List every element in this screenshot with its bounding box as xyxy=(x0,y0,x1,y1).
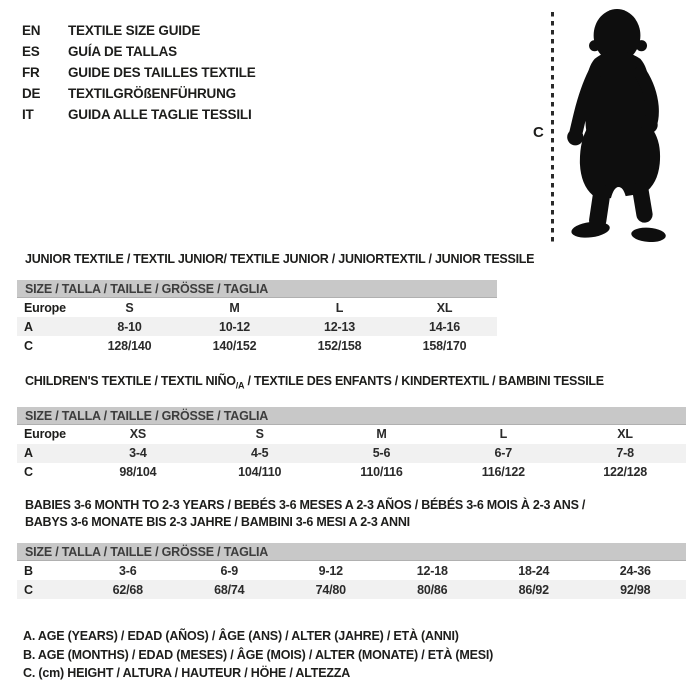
babies-title-line1: BABIES 3-6 MONTH TO 2-3 YEARS / BEBÉS 3-6 MESES A 2-3 AÑOS / BÉBÉS 3-6 MOIS À 2-3 ANS / xyxy=(25,498,586,512)
legend-footnotes xyxy=(23,627,493,683)
children-table-title xyxy=(25,374,686,394)
age-cell: 9-12 xyxy=(318,563,343,578)
height-cell: 110/116 xyxy=(360,465,403,479)
size-header-bar: SIZE / TALLA / TAILLE / GRÖSSE / TAGLIA xyxy=(17,543,686,561)
row-label: A xyxy=(24,319,33,334)
size-cell: XS xyxy=(129,427,147,441)
guide-title-fr: GUIDE DES TAILLES TEXTILE xyxy=(68,65,256,80)
age-cell: 6-9 xyxy=(220,563,238,578)
size-cell: L xyxy=(499,427,507,441)
age-cell: 12-13 xyxy=(324,319,355,334)
age-cell: 14-16 xyxy=(429,319,460,334)
height-cell: 86/92 xyxy=(518,582,549,597)
language-code: DE xyxy=(22,86,41,101)
size-cell: M xyxy=(229,300,240,315)
language-row xyxy=(22,62,256,83)
babies-title-line2: BABYS 3-6 MONATE BIS 2-3 JAHRE / BAMBINI 3-6 MESI A 2-3 ANNI xyxy=(25,515,410,529)
age-cell: 12-18 xyxy=(416,563,448,578)
footnote-age-years: A. AGE (YEARS) / EDAD (AÑOS) / ÂGE (ANS) / ALTER (JAHRE) / ETÀ (ANNI) xyxy=(23,629,459,643)
language-code: EN xyxy=(22,23,41,38)
size-cell: XL xyxy=(617,427,633,441)
language-title-list xyxy=(22,20,256,125)
row-label: C xyxy=(24,582,33,597)
height-cell: 152/158 xyxy=(317,338,362,353)
size-cell: M xyxy=(376,427,387,441)
height-cell: 92/98 xyxy=(620,582,651,597)
toddler-silhouette-icon xyxy=(560,6,672,246)
height-measure-label: C xyxy=(533,124,544,141)
size-header-bar: SIZE / TALLA / TAILLE / GRÖSSE / TAGLIA xyxy=(17,407,686,425)
age-cell: 24-36 xyxy=(619,563,651,578)
row-label: C xyxy=(24,338,33,353)
footnote-age-months: B. AGE (MONTHS) / EDAD (MESES) / ÂGE (MOIS) / ALTER (MONATE) / ETÀ (MESI) xyxy=(23,647,494,662)
guide-title-es: GUÍA DE TALLAS xyxy=(68,44,177,59)
babies-table-title xyxy=(25,497,686,531)
table-row-age-years xyxy=(17,444,686,463)
row-label: C xyxy=(24,465,33,479)
junior-table-title: JUNIOR TEXTILE / TEXTIL JUNIOR/ TEXTILE JUNIOR / JUNIORTEXTIL / JUNIOR TESSILE xyxy=(25,252,535,266)
row-label: B xyxy=(24,563,33,578)
height-cell: 128/140 xyxy=(107,338,152,353)
height-cell: 98/104 xyxy=(119,465,157,479)
guide-title-en: TEXTILE SIZE GUIDE xyxy=(68,23,201,38)
row-label: Europe xyxy=(24,427,66,441)
height-cell: 80/86 xyxy=(417,582,448,597)
table-row-europe xyxy=(17,425,686,444)
height-cell: 122/128 xyxy=(603,465,647,479)
height-cell: 158/170 xyxy=(422,338,467,353)
table-row-europe xyxy=(17,298,497,317)
age-cell: 3-4 xyxy=(129,446,147,460)
height-cell: 74/80 xyxy=(315,582,346,597)
height-cell: 68/74 xyxy=(214,582,245,597)
table-row-age-years xyxy=(17,317,497,336)
age-cell: 10-12 xyxy=(219,319,250,334)
title-text: / TEXTILE DES ENFANTS / KINDERTEXTIL / BAMBINI TESSILE xyxy=(244,374,604,388)
language-row xyxy=(22,20,256,41)
title-text: CHILDREN'S TEXTILE / TEXTIL NIÑO xyxy=(25,374,236,388)
language-code: FR xyxy=(22,65,40,80)
babies-size-table xyxy=(17,497,686,599)
age-cell: 4-5 xyxy=(250,446,269,460)
height-cell: 140/152 xyxy=(212,338,257,353)
junior-size-table xyxy=(17,252,535,355)
language-code: ES xyxy=(22,44,40,59)
age-cell: 6-7 xyxy=(494,446,513,460)
children-size-table xyxy=(17,374,686,482)
size-cell: S xyxy=(255,427,264,441)
height-cell: 104/110 xyxy=(238,465,282,479)
height-cell: 62/68 xyxy=(112,582,143,597)
age-cell: 5-6 xyxy=(372,446,391,460)
footnote-height-cm: C. (cm) HEIGHT / ALTURA / HAUTEUR / HÖHE / ALTEZZA xyxy=(23,666,351,680)
row-label: Europe xyxy=(24,300,66,315)
age-cell: 7-8 xyxy=(616,446,634,460)
size-header-bar: SIZE / TALLA / TAILLE / GRÖSSE / TAGLIA xyxy=(17,280,497,298)
language-row xyxy=(22,104,256,125)
size-cell: S xyxy=(125,300,134,315)
language-row xyxy=(22,41,256,62)
table-row-height-cm xyxy=(17,463,686,482)
title-subscript: /A xyxy=(235,380,245,391)
language-row xyxy=(22,83,256,104)
height-measure-figure xyxy=(520,6,690,250)
row-label: A xyxy=(24,446,33,460)
guide-title-it: GUIDA ALLE TAGLIE TESSILI xyxy=(68,107,252,122)
measure-dashed-line-icon xyxy=(551,12,554,246)
language-code: IT xyxy=(22,107,34,122)
guide-title-de: TEXTILGRÖßENFÜHRUNG xyxy=(68,86,236,101)
age-cell: 3-6 xyxy=(119,563,137,578)
age-cell: 18-24 xyxy=(518,563,550,578)
age-cell: 8-10 xyxy=(117,319,142,334)
height-cell: 116/122 xyxy=(481,465,525,479)
size-cell: XL xyxy=(436,300,453,315)
size-cell: L xyxy=(335,300,344,315)
table-row-height-cm xyxy=(17,580,686,599)
table-row-age-months xyxy=(17,561,686,580)
table-row-height-cm xyxy=(17,336,497,355)
